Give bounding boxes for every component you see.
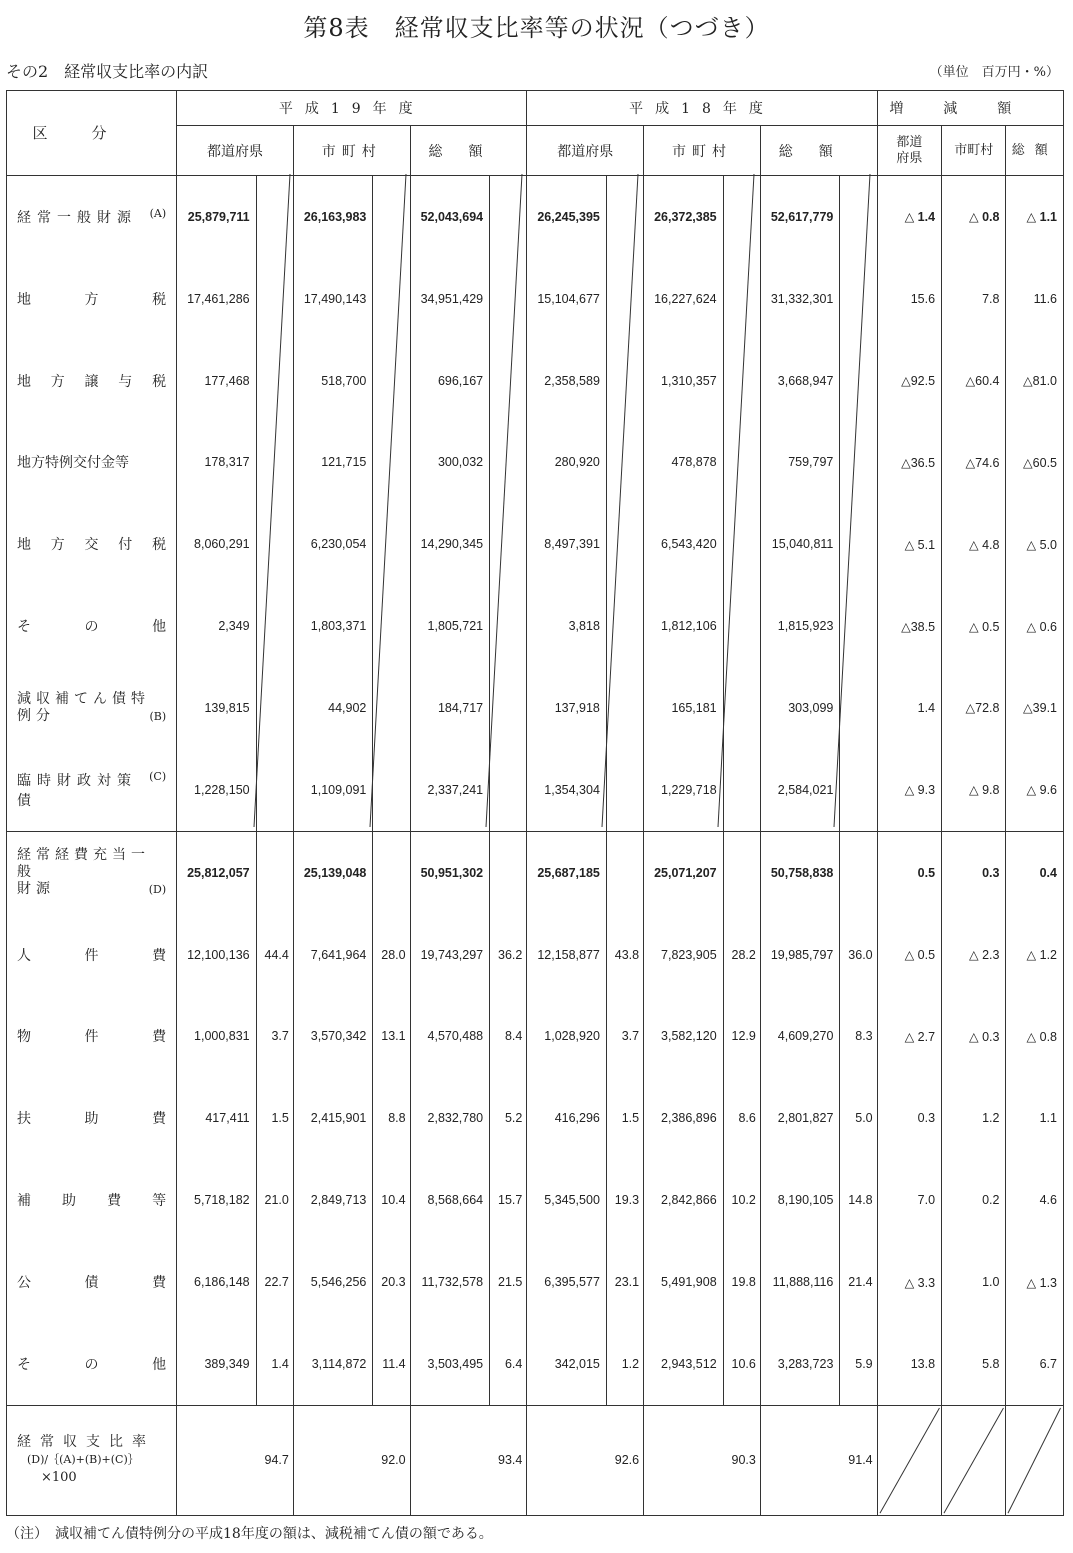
amount-cell: 17,490,143: [293, 258, 373, 340]
share-cell: 8.4: [490, 996, 527, 1078]
empty-share-cell: [840, 585, 877, 667]
share-cell: [373, 831, 410, 913]
amount-cell: 15,104,677: [527, 258, 607, 340]
share-cell: 13.1: [373, 996, 410, 1078]
empty-share-cell: [490, 340, 527, 422]
amount-cell: 16,227,624: [644, 258, 724, 340]
amount-cell: 303,099: [760, 667, 840, 749]
amount-cell: 4,570,488: [410, 996, 490, 1078]
row-label: 地 方 譲 与 税: [17, 373, 167, 390]
change-cell: △ 1.1: [1006, 175, 1064, 257]
amount-cell: 50,951,302: [410, 831, 490, 913]
amount-cell: 7,641,964: [293, 914, 373, 996]
empty-share-cell: [606, 749, 643, 831]
empty-share-cell: [256, 258, 293, 340]
share-cell: 19.8: [723, 1241, 760, 1323]
change-cell: △ 1.4: [877, 175, 941, 257]
empty-share-cell: [490, 585, 527, 667]
empty-share-cell: [723, 175, 760, 257]
table-row: [7, 996, 1064, 1078]
share-cell: 1.5: [256, 1077, 293, 1159]
amount-cell: 3,582,120: [644, 996, 724, 1078]
change-cell: 1.2: [942, 1077, 1006, 1159]
amount-cell: 417,411: [177, 1077, 257, 1159]
amount-cell: 1,803,371: [293, 585, 373, 667]
change-cell: △ 9.8: [942, 749, 1006, 831]
change-cell: △38.5: [877, 585, 941, 667]
empty-share-cell: [840, 749, 877, 831]
row-label: そ の 他: [17, 619, 167, 636]
share-cell: 21.0: [256, 1159, 293, 1241]
empty-share-cell: [490, 503, 527, 585]
amount-cell: 8,568,664: [410, 1159, 490, 1241]
change-cell: △ 2.7: [877, 996, 941, 1078]
row-label: 人 件 費: [17, 947, 167, 964]
share-cell: 6.4: [490, 1323, 527, 1405]
change-cell: △36.5: [877, 421, 941, 503]
share-cell: 44.4: [256, 914, 293, 996]
share-cell: 28.2: [723, 914, 760, 996]
amount-cell: 25,812,057: [177, 831, 257, 913]
empty-share-cell: [256, 667, 293, 749]
amount-cell: 12,100,136: [177, 914, 257, 996]
empty-share-cell: [723, 258, 760, 340]
share-cell: 28.0: [373, 914, 410, 996]
share-cell: 10.4: [373, 1159, 410, 1241]
amount-cell: 25,687,185: [527, 831, 607, 913]
row-suffix: (D): [148, 883, 167, 897]
change-cell: 13.8: [877, 1323, 941, 1405]
amount-cell: 8,060,291: [177, 503, 257, 585]
change-cell: 5.8: [942, 1323, 1006, 1405]
ratio-value: 91.4: [760, 1405, 877, 1515]
header-change-pref: 都道 府県: [877, 126, 941, 176]
row-label: 補 助 費 等: [17, 1193, 167, 1210]
table-row: [7, 340, 1064, 422]
change-cell: △ 0.5: [877, 914, 941, 996]
change-cell: 7.8: [942, 258, 1006, 340]
share-cell: 1.5: [606, 1077, 643, 1159]
empty-share-cell: [256, 421, 293, 503]
amount-cell: 25,071,207: [644, 831, 724, 913]
amount-cell: 3,570,342: [293, 996, 373, 1078]
table-row: [7, 421, 1064, 503]
row-label-line2: 例分: [17, 707, 55, 724]
change-cell: △ 1.3: [1006, 1241, 1064, 1323]
change-cell: △ 3.3: [877, 1241, 941, 1323]
row-label: 地 方 税: [17, 291, 167, 308]
ratio-value: 92.0: [293, 1405, 410, 1515]
share-cell: 8.8: [373, 1077, 410, 1159]
amount-cell: 518,700: [293, 340, 373, 422]
empty-share-cell: [723, 421, 760, 503]
header-h19-total: 総額: [410, 126, 527, 176]
empty-share-cell: [373, 749, 410, 831]
ratio-label: 経常収支比率 (D)/｛(A)+(B)+(C)｝ ×100: [7, 1405, 177, 1515]
empty-share-cell: [723, 503, 760, 585]
change-cell: △60.5: [1006, 421, 1064, 503]
amount-cell: 11,888,116: [760, 1241, 840, 1323]
change-cell: △ 9.6: [1006, 749, 1064, 831]
amount-cell: 8,190,105: [760, 1159, 840, 1241]
table-row: [7, 1159, 1064, 1241]
amount-cell: 15,040,811: [760, 503, 840, 585]
empty-share-cell: [490, 667, 527, 749]
amount-cell: 1,228,150: [177, 749, 257, 831]
amount-cell: 300,032: [410, 421, 490, 503]
footnote: （注） 減収補てん債特例分の平成18年度の額は、減税補てん債の額である。: [6, 1526, 493, 1542]
change-cell: 0.5: [877, 831, 941, 913]
empty-share-cell: [606, 258, 643, 340]
change-cell: 4.6: [1006, 1159, 1064, 1241]
empty-share-cell: [606, 667, 643, 749]
empty-share-cell: [490, 749, 527, 831]
empty-share-cell: [373, 175, 410, 257]
empty-share-cell: [840, 667, 877, 749]
row-label: 経常一般財源: [17, 209, 137, 226]
empty-slash-cell: [877, 1405, 941, 1515]
change-cell: △74.6: [942, 421, 1006, 503]
change-cell: △72.8: [942, 667, 1006, 749]
share-cell: 5.2: [490, 1077, 527, 1159]
change-cell: △ 5.1: [877, 503, 941, 585]
amount-cell: 3,283,723: [760, 1323, 840, 1405]
share-cell: 10.2: [723, 1159, 760, 1241]
table-row: [7, 749, 1064, 831]
amount-cell: 2,943,512: [644, 1323, 724, 1405]
header-h18-muni: 市町村: [644, 126, 761, 176]
change-cell: 1.4: [877, 667, 941, 749]
change-cell: △60.4: [942, 340, 1006, 422]
share-cell: 3.7: [256, 996, 293, 1078]
empty-share-cell: [256, 175, 293, 257]
header-change-muni: 市町村: [942, 126, 1006, 176]
header-h19-muni: 市町村: [293, 126, 410, 176]
table-row: [7, 175, 1064, 257]
row-label: 臨時財政対策債: [17, 772, 137, 809]
share-cell: 36.0: [840, 914, 877, 996]
change-cell: 0.3: [942, 831, 1006, 913]
amount-cell: 121,715: [293, 421, 373, 503]
revenue-section: [7, 175, 1064, 831]
share-cell: 12.9: [723, 996, 760, 1078]
change-cell: △ 0.8: [942, 175, 1006, 257]
table-row: [7, 1077, 1064, 1159]
header-h19: 平成19年度: [177, 91, 527, 126]
row-label: 地方特例交付金等: [17, 455, 129, 472]
empty-share-cell: [606, 340, 643, 422]
amount-cell: 416,296: [527, 1077, 607, 1159]
share-cell: 5.0: [840, 1077, 877, 1159]
header-kubun: 区分: [7, 91, 177, 176]
share-cell: 15.7: [490, 1159, 527, 1241]
change-cell: 0.2: [942, 1159, 1006, 1241]
empty-share-cell: [606, 503, 643, 585]
unit-label: （単位 百万円・%）: [929, 65, 1059, 80]
amount-cell: 52,617,779: [760, 175, 840, 257]
ratio-section: [7, 1405, 1064, 1515]
ratio-value: 92.6: [527, 1405, 644, 1515]
amount-cell: 5,491,908: [644, 1241, 724, 1323]
change-cell: 1.0: [942, 1241, 1006, 1323]
empty-share-cell: [840, 421, 877, 503]
change-cell: △ 0.6: [1006, 585, 1064, 667]
amount-cell: 137,918: [527, 667, 607, 749]
empty-share-cell: [840, 175, 877, 257]
share-cell: 21.5: [490, 1241, 527, 1323]
share-cell: 8.6: [723, 1077, 760, 1159]
empty-share-cell: [373, 585, 410, 667]
amount-cell: 26,245,395: [527, 175, 607, 257]
amount-cell: 2,832,780: [410, 1077, 490, 1159]
change-cell: △39.1: [1006, 667, 1064, 749]
amount-cell: 7,823,905: [644, 914, 724, 996]
row-label: 物 件 費: [17, 1029, 167, 1046]
amount-cell: 2,842,866: [644, 1159, 724, 1241]
share-cell: 21.4: [840, 1241, 877, 1323]
change-cell: 1.1: [1006, 1077, 1064, 1159]
empty-share-cell: [490, 258, 527, 340]
amount-cell: 1,310,357: [644, 340, 724, 422]
share-cell: 36.2: [490, 914, 527, 996]
change-cell: 7.0: [877, 1159, 941, 1241]
amount-cell: 1,000,831: [177, 996, 257, 1078]
amount-cell: 2,349: [177, 585, 257, 667]
change-cell: 6.7: [1006, 1323, 1064, 1405]
empty-share-cell: [490, 175, 527, 257]
amount-cell: 1,229,718: [644, 749, 724, 831]
amount-cell: 1,028,920: [527, 996, 607, 1078]
empty-share-cell: [723, 749, 760, 831]
empty-share-cell: [606, 175, 643, 257]
empty-share-cell: [723, 585, 760, 667]
empty-share-cell: [490, 421, 527, 503]
table-row: [7, 1323, 1064, 1405]
share-cell: [606, 831, 643, 913]
amount-cell: 17,461,286: [177, 258, 257, 340]
table-row: [7, 914, 1064, 996]
amount-cell: 696,167: [410, 340, 490, 422]
empty-share-cell: [256, 749, 293, 831]
table-row: [7, 503, 1064, 585]
change-cell: △ 0.8: [1006, 996, 1064, 1078]
empty-share-cell: [256, 503, 293, 585]
change-cell: △ 2.3: [942, 914, 1006, 996]
share-cell: 1.2: [606, 1323, 643, 1405]
share-cell: 14.8: [840, 1159, 877, 1241]
change-cell: 11.6: [1006, 258, 1064, 340]
amount-cell: 1,805,721: [410, 585, 490, 667]
amount-cell: 26,163,983: [293, 175, 373, 257]
empty-slash-cell: [942, 1405, 1006, 1515]
header-change-total: 総額: [1006, 126, 1064, 176]
change-cell: 0.4: [1006, 831, 1064, 913]
amount-cell: 1,812,106: [644, 585, 724, 667]
page-title: 第8表 経常収支比率等の状況（つづき）: [303, 14, 770, 42]
table-subtitle: その2 経常収支比率の内訳: [6, 62, 209, 81]
amount-cell: 177,468: [177, 340, 257, 422]
change-cell: △ 4.8: [942, 503, 1006, 585]
amount-cell: 389,349: [177, 1323, 257, 1405]
share-cell: [490, 831, 527, 913]
header-h18-total: 総額: [760, 126, 877, 176]
amount-cell: 6,186,148: [177, 1241, 257, 1323]
amount-cell: 4,609,270: [760, 996, 840, 1078]
amount-cell: 2,415,901: [293, 1077, 373, 1159]
amount-cell: 3,818: [527, 585, 607, 667]
ratio-breakdown-table: [6, 90, 1064, 1516]
row-suffix: (C): [149, 769, 167, 783]
change-cell: △81.0: [1006, 340, 1064, 422]
amount-cell: 3,668,947: [760, 340, 840, 422]
amount-cell: 2,337,241: [410, 749, 490, 831]
share-cell: 43.8: [606, 914, 643, 996]
row-label: 公 債 費: [17, 1275, 167, 1291]
share-cell: [723, 831, 760, 913]
row-suffix: (A): [149, 206, 167, 220]
table-row: [7, 667, 1064, 749]
share-cell: 5.9: [840, 1323, 877, 1405]
amount-cell: 1,109,091: [293, 749, 373, 831]
amount-cell: 12,158,877: [527, 914, 607, 996]
amount-cell: 52,043,694: [410, 175, 490, 257]
amount-cell: 19,743,297: [410, 914, 490, 996]
empty-share-cell: [606, 585, 643, 667]
amount-cell: 6,230,054: [293, 503, 373, 585]
change-cell: △ 0.3: [942, 996, 1006, 1078]
amount-cell: 165,181: [644, 667, 724, 749]
share-cell: [840, 831, 877, 913]
amount-cell: 3,114,872: [293, 1323, 373, 1405]
table-row: [7, 258, 1064, 340]
empty-share-cell: [840, 503, 877, 585]
table-row: [7, 1241, 1064, 1323]
amount-cell: 184,717: [410, 667, 490, 749]
share-cell: 1.4: [256, 1323, 293, 1405]
row-label: 地 方 交 付 税: [17, 537, 167, 554]
amount-cell: 2,358,589: [527, 340, 607, 422]
amount-cell: 5,345,500: [527, 1159, 607, 1241]
share-cell: 23.1: [606, 1241, 643, 1323]
amount-cell: 2,386,896: [644, 1077, 724, 1159]
empty-share-cell: [606, 421, 643, 503]
header-h18: 平成18年度: [527, 91, 877, 126]
share-cell: 8.3: [840, 996, 877, 1078]
change-cell: 15.6: [877, 258, 941, 340]
empty-share-cell: [373, 667, 410, 749]
amount-cell: 3,503,495: [410, 1323, 490, 1405]
change-cell: △92.5: [877, 340, 941, 422]
amount-cell: 2,584,021: [760, 749, 840, 831]
amount-cell: 1,815,923: [760, 585, 840, 667]
change-cell: △ 0.5: [942, 585, 1006, 667]
share-cell: 19.3: [606, 1159, 643, 1241]
change-cell: △ 5.0: [1006, 503, 1064, 585]
amount-cell: 14,290,345: [410, 503, 490, 585]
amount-cell: 34,951,429: [410, 258, 490, 340]
share-cell: 10.6: [723, 1323, 760, 1405]
change-cell: 0.3: [877, 1077, 941, 1159]
amount-cell: 139,815: [177, 667, 257, 749]
empty-share-cell: [840, 340, 877, 422]
change-cell: △ 1.2: [1006, 914, 1064, 996]
amount-cell: 25,139,048: [293, 831, 373, 913]
share-cell: 11.4: [373, 1323, 410, 1405]
empty-share-cell: [723, 340, 760, 422]
empty-share-cell: [373, 258, 410, 340]
share-cell: 20.3: [373, 1241, 410, 1323]
amount-cell: 5,718,182: [177, 1159, 257, 1241]
amount-cell: 1,354,304: [527, 749, 607, 831]
share-cell: 3.7: [606, 996, 643, 1078]
empty-share-cell: [723, 667, 760, 749]
expenditure-section: [7, 831, 1064, 1405]
empty-share-cell: [373, 340, 410, 422]
ratio-value: 94.7: [177, 1405, 294, 1515]
empty-slash-cell: [1006, 1405, 1064, 1515]
empty-share-cell: [373, 421, 410, 503]
header-change: 増減額: [877, 91, 1063, 126]
share-cell: 22.7: [256, 1241, 293, 1323]
amount-cell: 25,879,711: [177, 175, 257, 257]
amount-cell: 8,497,391: [527, 503, 607, 585]
amount-cell: 478,878: [644, 421, 724, 503]
ratio-value: 93.4: [410, 1405, 527, 1515]
amount-cell: 31,332,301: [760, 258, 840, 340]
row-label: 扶 助 費: [17, 1111, 167, 1128]
amount-cell: 6,395,577: [527, 1241, 607, 1323]
change-cell: △ 9.3: [877, 749, 941, 831]
amount-cell: 44,902: [293, 667, 373, 749]
row-label-line1: 経常経費充当一般: [17, 847, 150, 881]
amount-cell: 2,801,827: [760, 1077, 840, 1159]
amount-cell: 759,797: [760, 421, 840, 503]
empty-share-cell: [840, 258, 877, 340]
amount-cell: 11,732,578: [410, 1241, 490, 1323]
amount-cell: 50,758,838: [760, 831, 840, 913]
empty-share-cell: [256, 585, 293, 667]
amount-cell: 178,317: [177, 421, 257, 503]
empty-share-cell: [373, 503, 410, 585]
empty-share-cell: [256, 340, 293, 422]
amount-cell: 5,546,256: [293, 1241, 373, 1323]
row-label-line2: 財源: [17, 881, 55, 898]
row-label: そ の 他: [17, 1356, 167, 1373]
table-row: [7, 585, 1064, 667]
amount-cell: 280,920: [527, 421, 607, 503]
amount-cell: 6,543,420: [644, 503, 724, 585]
amount-cell: 342,015: [527, 1323, 607, 1405]
ratio-value: 90.3: [644, 1405, 761, 1515]
share-cell: [256, 831, 293, 913]
table-row: [7, 831, 1064, 913]
amount-cell: 19,985,797: [760, 914, 840, 996]
header-h18-pref: 都道府県: [527, 126, 644, 176]
header-h19-pref: 都道府県: [177, 126, 294, 176]
amount-cell: 26,372,385: [644, 175, 724, 257]
row-suffix: (B): [149, 709, 167, 723]
amount-cell: 2,849,713: [293, 1159, 373, 1241]
row-label-line1: 減収補てん債特: [17, 690, 150, 707]
